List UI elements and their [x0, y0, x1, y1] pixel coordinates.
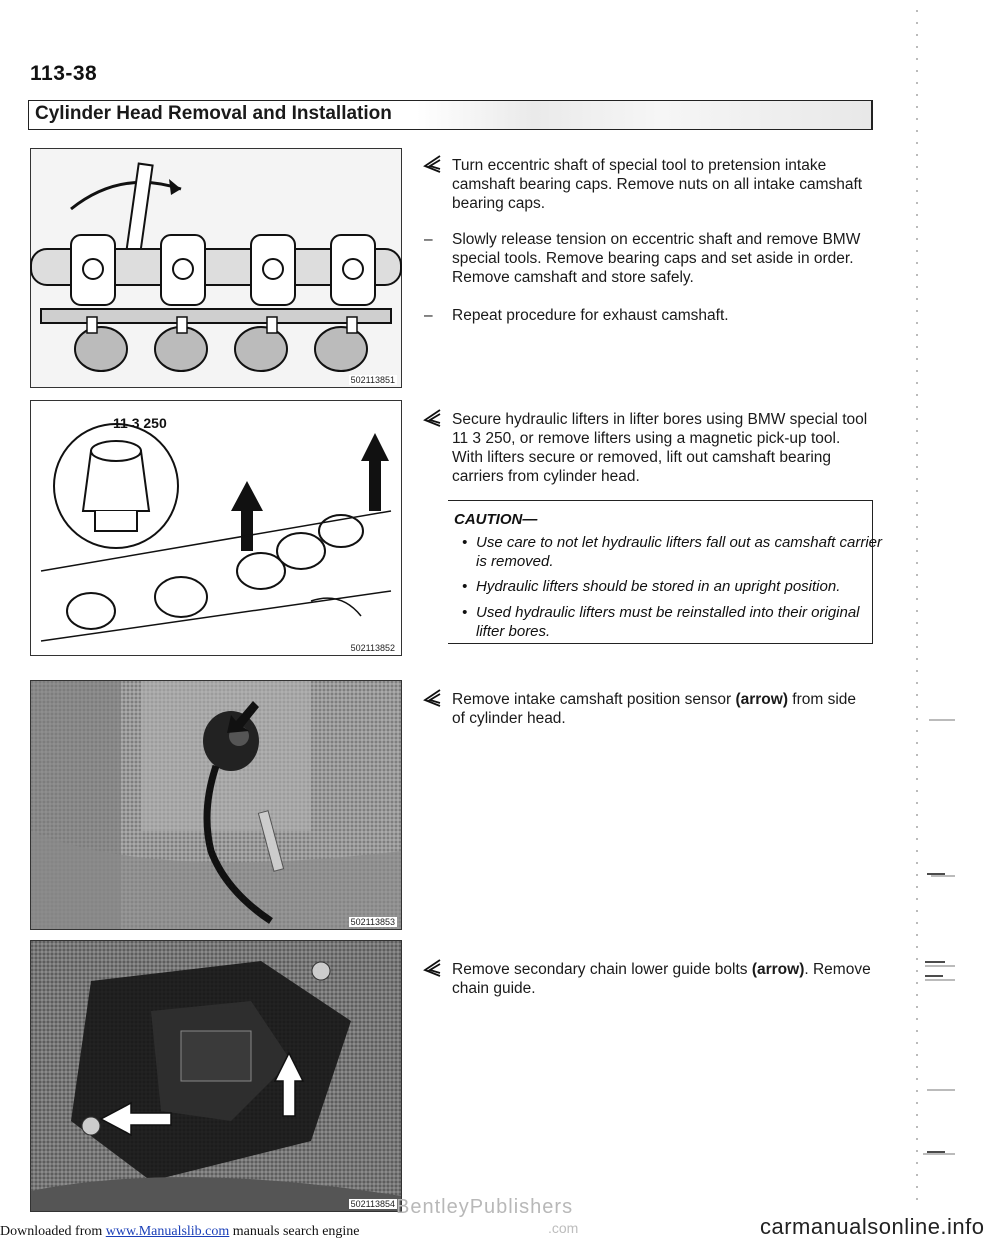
download-prefix: Downloaded from: [0, 1224, 106, 1239]
pointer-icon: [422, 154, 442, 174]
section-header: [28, 100, 873, 130]
step-text: . Remove chain guide.: [452, 961, 871, 997]
caution-text: Hydraulic lifters should be stored in an upright position.: [476, 578, 841, 595]
scan-margin-marks: [905, 0, 960, 1242]
caution-text: Used hydraulic lifters must be reinstalled into their original lifter bores.: [476, 604, 860, 640]
download-suffix: manuals search engine: [229, 1224, 360, 1239]
caution-item: [456, 603, 884, 641]
dash-marker: –: [424, 231, 433, 248]
figure-camshaft-tool: [30, 148, 402, 388]
figure-lifter-tool: [30, 400, 402, 656]
dash-marker: –: [424, 307, 433, 324]
page-number: 113-38: [30, 62, 98, 85]
dash-exhaust-camshaft: [424, 306, 872, 325]
arrow-reference: (arrow): [735, 691, 788, 708]
step-pretension-camshaft: [452, 156, 872, 213]
section-title: Cylinder Head Removal and Installation: [35, 103, 392, 124]
manualslib-link[interactable]: www.Manualslib.com: [105, 1224, 230, 1239]
sensor-photo: [31, 681, 401, 929]
figure-sensor-photo: [30, 680, 402, 930]
step-text: Remove secondary chain lower guide bolts: [452, 961, 752, 978]
step-remove-chain-guide: [452, 960, 872, 998]
pointer-icon: [422, 958, 442, 978]
pointer-icon: [422, 688, 442, 708]
figure-number: 502113852: [350, 643, 395, 653]
caution-text: Use care to not let hydraulic lifters fall out as camshaft carrier is removed.: [476, 534, 882, 570]
camshaft-tool-illustration: [31, 149, 401, 387]
step-secure-lifters: [452, 410, 872, 486]
step-text: Repeat procedure for exhaust camshaft.: [452, 307, 729, 324]
bullet: •: [462, 534, 468, 551]
download-notice: [0, 1224, 360, 1240]
publisher-watermark-sub: .com: [548, 1220, 579, 1236]
step-text: Remove intake camshaft position sensor: [452, 691, 736, 708]
dash-release-tension: [424, 230, 872, 287]
figure-chain-guide-photo: [30, 940, 402, 1212]
bullet: •: [462, 604, 468, 621]
caution-item: [456, 533, 884, 571]
caution-item: [456, 577, 884, 596]
figure-number: 502113851: [350, 375, 395, 385]
caution-title: CAUTION—: [454, 511, 538, 528]
figure-number: 502113853: [350, 917, 395, 927]
caution-box: [448, 500, 882, 644]
step-text: Turn eccentric shaft of special tool to pretension intake camshaft bearing caps. Remove nuts on all intake camshaft bearing caps.: [452, 157, 863, 212]
step-text: from side of cylinder head.: [452, 691, 857, 727]
tool-number-label: 11 3 250: [113, 415, 167, 431]
arrow-reference: (arrow): [751, 961, 805, 978]
lifter-tool-illustration: [31, 401, 401, 655]
chain-guide-photo: [31, 941, 401, 1211]
bullet: •: [462, 578, 468, 595]
site-watermark: carmanualsonline.info: [760, 1214, 985, 1239]
pointer-icon: [422, 408, 442, 428]
step-text: Slowly release tension on eccentric shaft and remove BMW special tools. Remove bearing caps and set aside in order. Remove camshaft and store safely.: [452, 231, 861, 286]
step-remove-sensor: [452, 690, 872, 728]
publisher-watermark: BentleyPublishers: [396, 1196, 574, 1218]
step-text: Secure hydraulic lifters in lifter bores using BMW special tool 11 3 250, or remove lifters using a magnetic pick-up tool. With lifters secure or removed, lift out camshaft bearing carriers from cylinder head.: [452, 411, 868, 485]
figure-number: 502113854: [350, 1199, 395, 1209]
